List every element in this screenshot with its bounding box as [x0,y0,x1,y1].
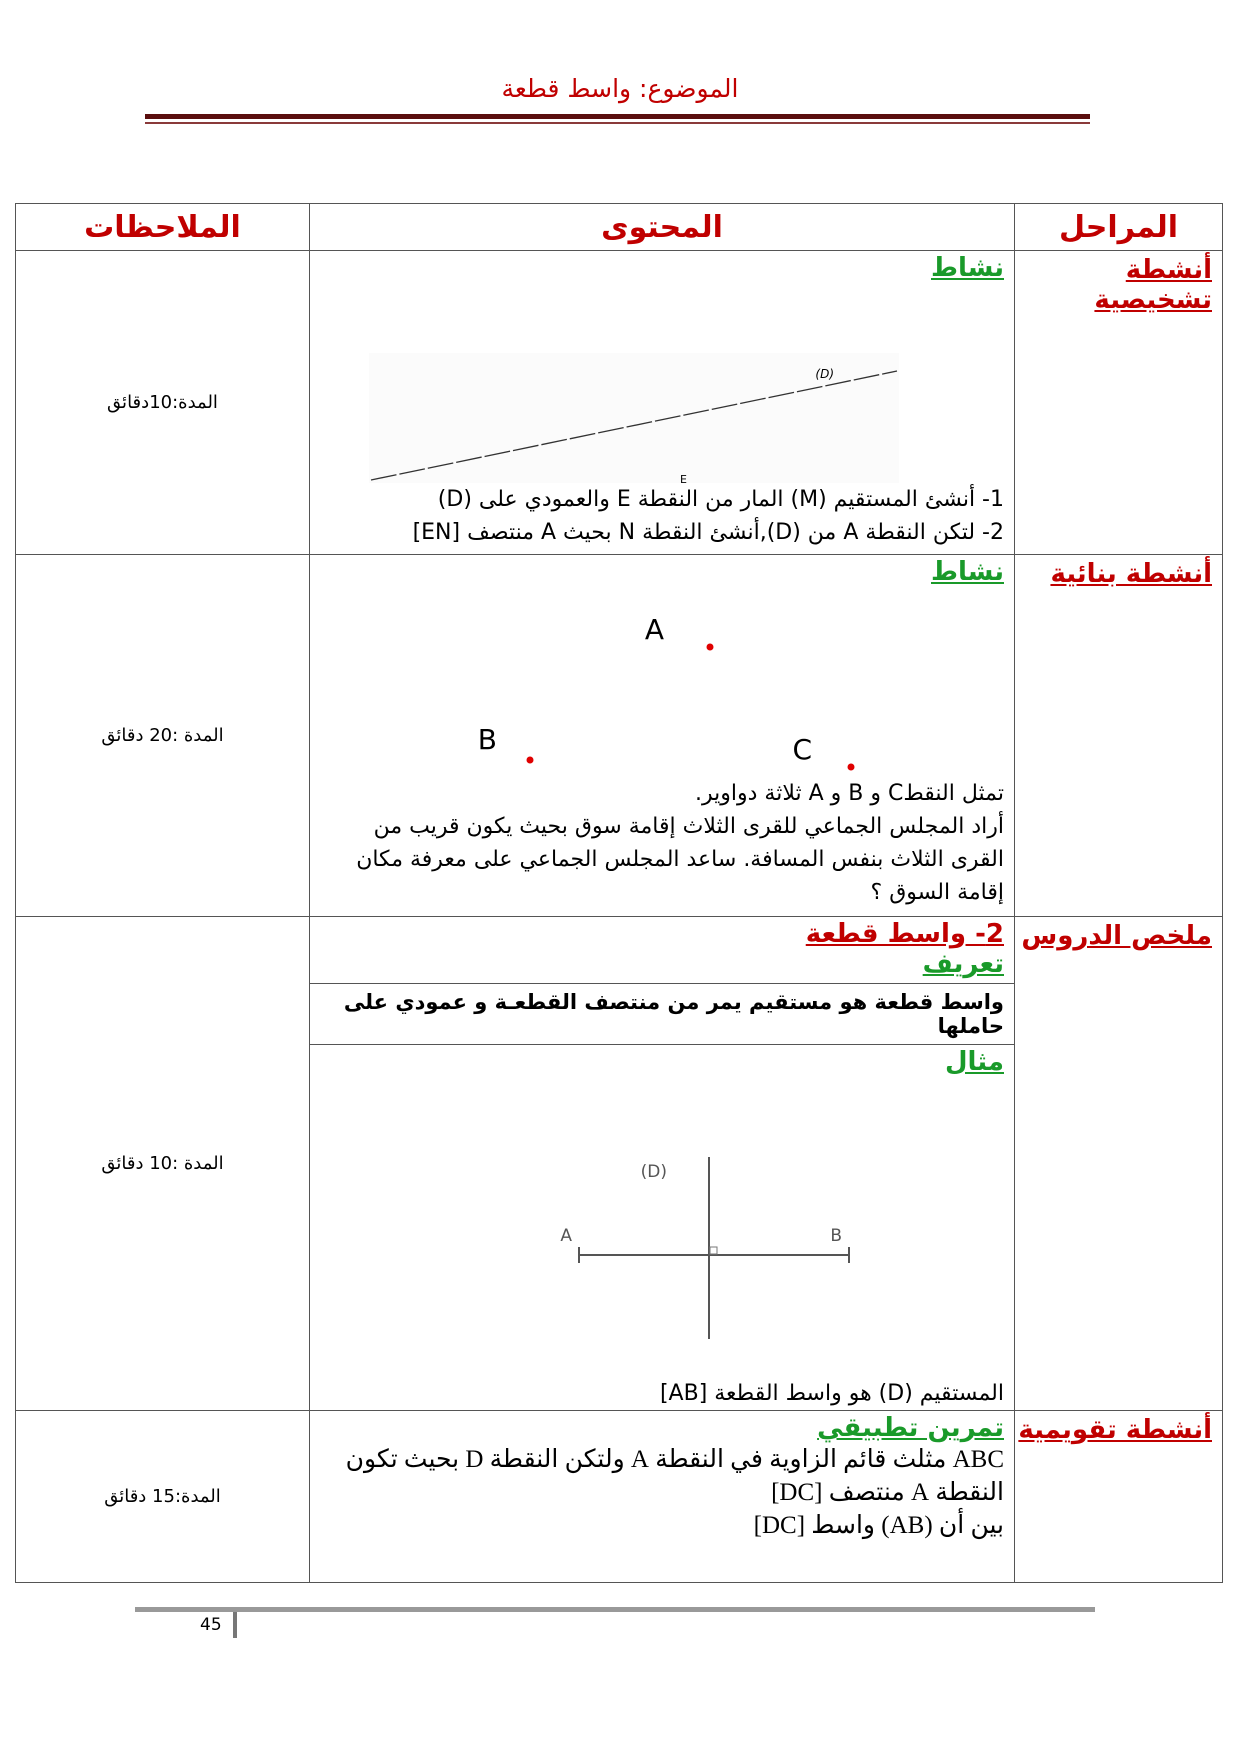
footer-divider [135,1607,1095,1612]
table-row [16,1411,1223,1583]
point-a-label: A [644,613,664,646]
phase-summary: ملخص الدروس [1015,917,1223,1411]
duration-note: المدة:15 دقائق [16,1411,310,1583]
duration-note: المدة :20 دقائق [16,555,310,917]
activity-label: نشاط [931,253,1004,283]
table-row [16,917,1223,1411]
phase-diagnostic: أنشطة تشخيصية [1015,251,1223,555]
instruction-line: 1- أنشئ المستقيم (M) المار من النقطة E والعمودي على (D) [437,487,1004,512]
figure-three-points [309,587,1014,777]
content-diagnostic [310,251,1015,555]
content-evaluative [310,1411,1015,1583]
page-title: الموضوع: واسط قطعة [501,74,739,103]
header-divider [145,114,1090,119]
content-constructive [310,555,1015,917]
phase-evaluative: أنشطة تقويمية [1015,1411,1223,1583]
definition-label: تعريف [922,949,1004,979]
activity-text: إقامة السوق ؟ [870,880,1004,905]
point-c [848,764,855,771]
page-number: 45 [200,1615,222,1635]
figure-perpendicular-bisector [309,1077,1014,1377]
line-d-label: (D) [640,1162,667,1182]
point-b [527,757,534,764]
header-divider-thin [145,122,1090,124]
instruction-line: 2- لتكن النقطة A من (D),أنشئ النقطة N بحيث A منتصف [EN] [412,520,1004,545]
figure-line-d [309,283,1014,483]
header-content: المحتوى [310,204,1015,251]
activity-text: القرى الثلاث بنفس المسافة. ساعد المجلس الجماعي على معرفة مكان [356,847,1004,872]
exercise-label: تمرين تطبيقي [817,1413,1004,1443]
exercise-text: بين أن (AB) واسط [DC] [753,1512,1004,1539]
definition-text: واسط قطعة هو مستقيم يمر من منتصف القطعـة و عمودي على حاملها [310,983,1014,1045]
point-b-label: B [477,723,497,756]
duration-note: المدة :10 دقائق [16,917,310,1411]
activity-text: تمثل النقطC و B و A ثلاثة دواوير. [695,781,1004,806]
point-c-label: C [792,733,812,766]
table-header-row [16,204,1223,251]
footer-bar [233,1612,237,1638]
table-row [16,251,1223,555]
example-caption: المستقيم (D) هو واسط القطعة [AB] [659,1381,1004,1406]
exercise-text: ABC مثلث قائم الزاوية في النقطة A ولتكن النقطة D بحيث تكون [345,1446,1004,1473]
duration-note: المدة:10دقائق [16,251,310,555]
point-a [707,644,714,651]
example-label: مثال [944,1047,1004,1077]
exercise-text: النقطة A منتصف [DC] [771,1479,1004,1506]
content-summary [310,917,1015,1411]
header-notes: الملاحظات [16,204,310,251]
lesson-table [15,203,1223,1583]
line-d-label: (D) [815,367,834,381]
phase-constructive: أنشطة بنائية [1015,555,1223,917]
activity-label: نشاط [931,557,1004,587]
header-phases: المراحل [1015,204,1223,251]
point-b-label: B [830,1226,842,1246]
table-row [16,555,1223,917]
activity-text: أراد المجلس الجماعي للقرى الثلاث إقامة سوق بحيث يكون قريب من [373,814,1004,839]
lesson-title: 2- واسط قطعة [805,919,1004,949]
point-e-label: E [680,473,687,483]
right-angle-mark [710,1247,717,1254]
point-a-label: A [560,1226,572,1246]
